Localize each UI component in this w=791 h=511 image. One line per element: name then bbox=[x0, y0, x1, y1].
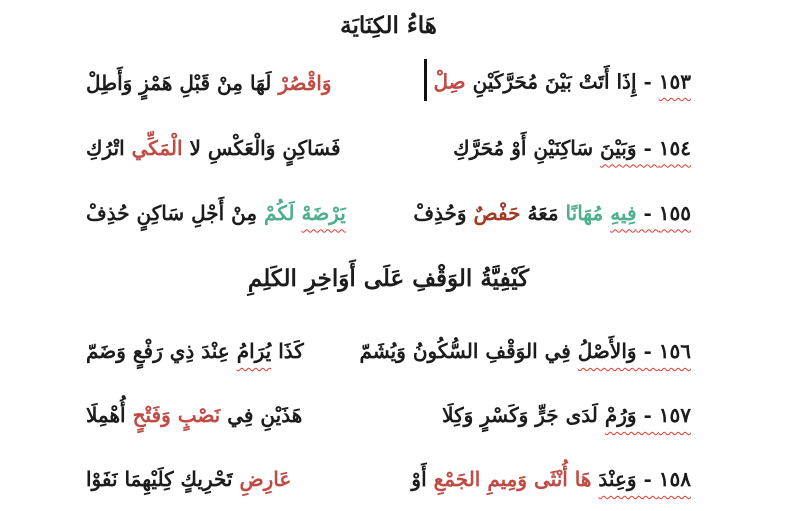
verse-row bbox=[86, 319, 691, 383]
verse-hemistich-left bbox=[86, 403, 302, 427]
verse-text-segment: هَا أُنْثَى وَمِيمِ الجَمْعِ bbox=[433, 467, 592, 491]
verse-text-segment: إِذَا أَتَتْ بَيْنَ مُحَرَّكَيْنِ bbox=[465, 69, 637, 93]
verse-text-segment: مَعَهُ bbox=[520, 200, 566, 225]
section-title: هَاءُ الكِنَايَة bbox=[340, 11, 437, 39]
verse-hemistich-right bbox=[422, 62, 691, 104]
verse-text-segment: نَصْبٍ وَفَتْحٍ bbox=[132, 403, 221, 427]
verse-hemistich-right bbox=[453, 136, 691, 160]
verse-text-segment: أُهْمِلَا bbox=[86, 403, 133, 427]
verse-row bbox=[86, 50, 691, 115]
verse-text-segment: فِيهِ bbox=[610, 200, 637, 225]
verse-hemistich-left bbox=[86, 201, 346, 225]
verse-hemistich-right bbox=[442, 403, 691, 427]
verse-number-segment: ١٥٧ - وَرُمْ bbox=[604, 403, 691, 427]
verse-text-segment: لَدَى جَرٍّ وَكَسْرٍ وَكِلَا bbox=[442, 403, 605, 427]
section-haa-alkinaya bbox=[86, 0, 691, 245]
verse-row bbox=[86, 383, 691, 447]
verse-text-segment: لَهَا مِنْ قَبْلِ هَمْزٍ وَأَطِلْ bbox=[86, 70, 279, 95]
verse-number-segment: ١٥٦ - وَالأَصْلُ bbox=[577, 339, 691, 363]
verse-hemistich-left bbox=[86, 339, 304, 363]
verse-text-segment: لَكُمْ bbox=[264, 200, 302, 225]
verse-number-segment: ١٥٥ - bbox=[636, 200, 691, 225]
verse-text-segment: - bbox=[636, 69, 659, 93]
verse-text-segment: الْمَكِّي bbox=[131, 135, 183, 160]
verse-row bbox=[86, 115, 691, 180]
verse-list bbox=[86, 319, 691, 511]
verse-text-segment: فَسَاكِنٍ وَالْعَكْسِ لا bbox=[182, 135, 341, 160]
verse-hemistich-left bbox=[86, 71, 331, 95]
verse-hemistich-right bbox=[411, 467, 691, 491]
verse-text-segment: مُهَانًا bbox=[565, 200, 611, 225]
verse-hemistich-right bbox=[413, 201, 691, 225]
verse-text-segment: وَحُذِفْ bbox=[413, 200, 474, 225]
section-title: كَيْفِيَّةُ الوَقْفِ عَلَى أَوَاخِرِ الكَلِمِ bbox=[247, 264, 530, 292]
verse-hemistich-right bbox=[360, 339, 691, 363]
verse-text-segment: عِنْدَ ذِي رَفْعٍ وَضَمّ bbox=[86, 339, 237, 363]
verse-text-segment: عَارِضِ bbox=[239, 467, 292, 491]
verse-hemistich-left bbox=[86, 467, 291, 491]
verse-list bbox=[86, 50, 691, 245]
verse-hemistich-left bbox=[86, 136, 341, 160]
section-kayfiyyat-alwaqf bbox=[86, 247, 691, 511]
verse-text-segment: يَرْضَهْ bbox=[301, 200, 346, 225]
verse-number-segment: ١٥٤ - وَبَيْنَ bbox=[600, 135, 691, 160]
verse-row bbox=[86, 447, 691, 511]
verse-number-segment: ١٥٨ - وَعِنْدَ bbox=[598, 467, 691, 491]
verse-text-segment: كَذَا bbox=[271, 339, 304, 363]
verse-text-segment: اتْرُكِ bbox=[86, 135, 132, 160]
verse-text-segment: سَاكِنَيْنِ أَوْ مُحَرَّكِ bbox=[453, 135, 601, 160]
verse-row bbox=[86, 180, 691, 245]
verse-text-segment: مِنْ أَجْلِ سَاكِنٍ حُذِفْ bbox=[86, 200, 265, 225]
verse-text-segment: صِلْ bbox=[433, 69, 466, 93]
verse-text-segment: تَحْرِيكٍ كِلَيْهِمَا نَفَوْا bbox=[86, 467, 240, 491]
verse-text-segment: حَفْصٌ bbox=[473, 200, 521, 225]
verse-text-segment: وَاقْصُرْ bbox=[278, 70, 332, 95]
verse-text-segment: فِي الوَقْفِ السُّكُونُ وَيُشَمّ bbox=[359, 339, 578, 363]
verse-text-segment: هَذَيْنِ فِي bbox=[220, 403, 303, 427]
verse-text-segment: يُرَامُ bbox=[236, 339, 272, 363]
verse-number-segment: ١٥٣ bbox=[658, 69, 691, 93]
verse-text-segment: أَوْ bbox=[411, 467, 434, 491]
text-cursor bbox=[424, 59, 427, 101]
